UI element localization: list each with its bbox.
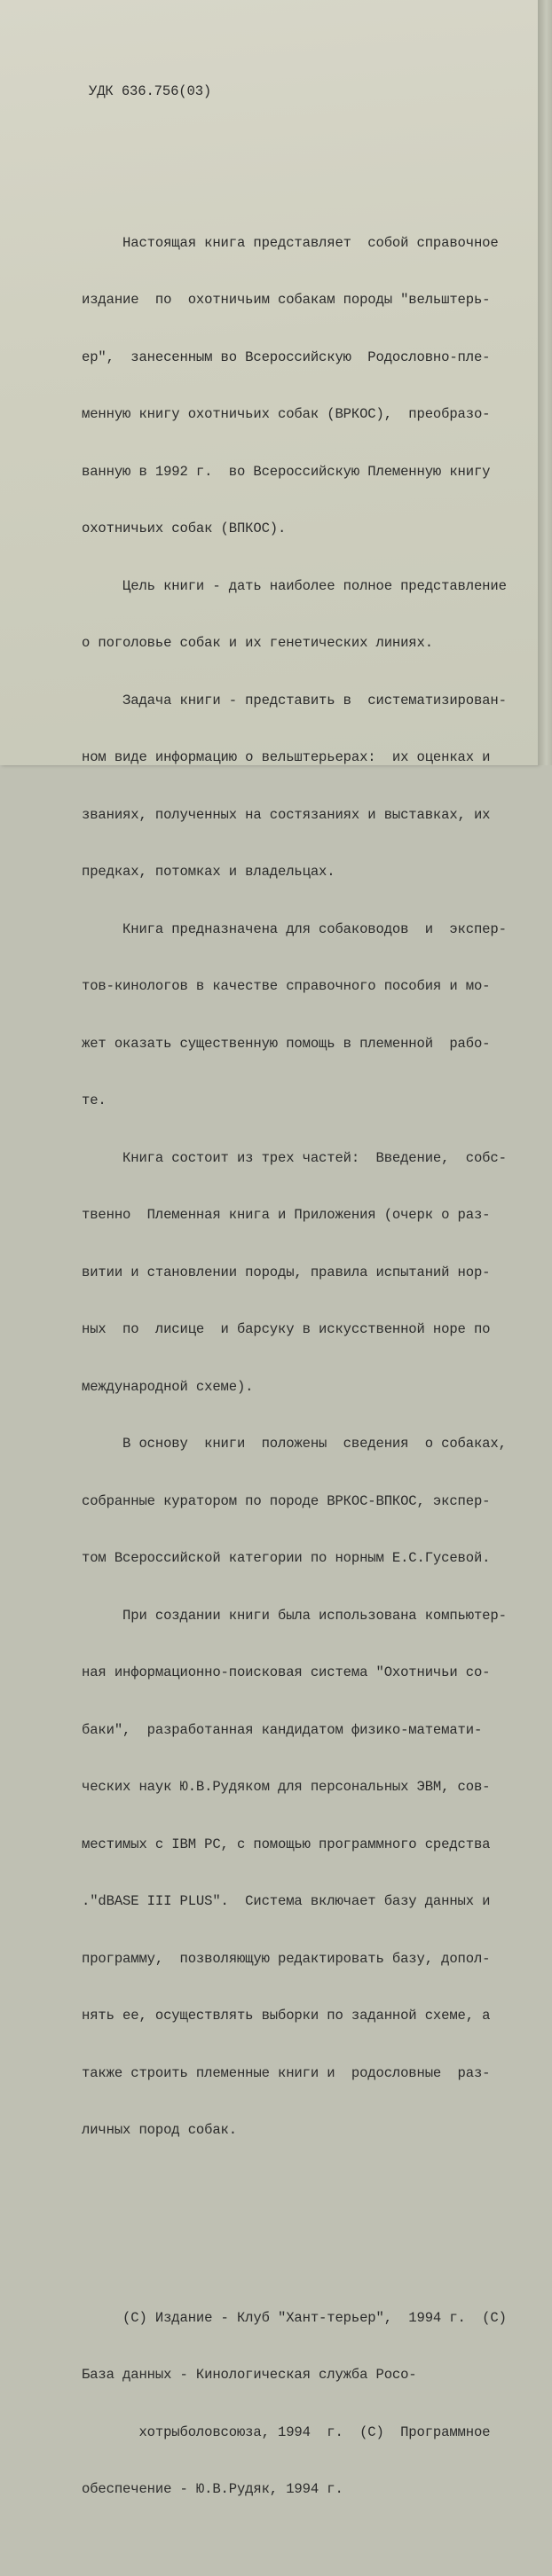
text-line: ер", занесенным во Всероссийскую Родословно-пле- [82, 348, 491, 365]
text-line: Настоящая книга представляет собой справочное [82, 234, 499, 251]
text-line: ных по лисице и барсуку в искусственной норе по [82, 1321, 491, 1337]
text-line: При создании книги была использована компьютер- [82, 1607, 507, 1624]
text-line: ном виде информацию о вельштерьерах: их оценках и [82, 749, 491, 765]
document-text [82, 44, 509, 2576]
text-line: твенно Племенная книга и Приложения (очерк о раз- [82, 1207, 491, 1223]
text-line: ."dBASE III PLUS". Система включает базу данных и [82, 1893, 491, 1909]
text-line: о поголовье собак и их генетических линиях. [82, 635, 433, 651]
text-line: предках, потомках и владельцах. [82, 864, 335, 880]
copyright-line: хотрыболовсоюза, 1994 г. (С) Программное [82, 2423, 491, 2440]
text-line: Задача книги - представить в систематизирован- [82, 692, 507, 709]
text-line: также строить племенные книги и родословные раз- [82, 2064, 491, 2081]
text-line: званиях, полученных на состязаниях и выставках, их [82, 806, 491, 823]
body-text [82, 196, 509, 2179]
text-line: те. [82, 1092, 106, 1108]
text-line: Книга состоит из трех частей: Введение, собс- [82, 1149, 507, 1166]
copyright-line: База данных - Кинологическая служба Росо- [82, 2367, 417, 2383]
copyright-block [82, 2271, 509, 2538]
text-line: жет оказать существенную помощь в племенной рабо- [82, 1035, 491, 1052]
copyright-line: (С) Издание - Клуб "Хант-терьер", 1994 г. (С) [82, 2309, 507, 2326]
text-line: баки", разработанная кандидатом физико-математи- [82, 1721, 483, 1738]
text-line: местимых с IBM PC, с помощью программного средства [82, 1836, 491, 1852]
text-line: Цель книги - дать наиболее полное представление [82, 577, 507, 594]
text-line: витии и становлении породы, правила испытаний нор- [82, 1264, 491, 1280]
text-line: тов-кинологов в качестве справочного пособия и мо- [82, 978, 491, 994]
text-line: программу, позволяющую редактировать базу, допол- [82, 1950, 491, 1967]
text-line: том Всероссийской категории по норным Е.С.Гусевой. [82, 1550, 491, 1566]
udk-code: УДК 636.756(03) [89, 83, 212, 99]
text-line: В основу книги положены сведения о собаках, [82, 1436, 507, 1452]
page-edge [538, 0, 552, 765]
text-line: охотничьих собак (ВПКОС). [82, 521, 287, 536]
text-line: собранные куратором по породе ВРКОС-ВПКОС, экспер- [82, 1492, 491, 1509]
text-line: ческих наук Ю.В.Рудяком для персональных ЭВМ, сов- [82, 1779, 491, 1795]
text-line: Книга предназначена для собаководов и экспер- [82, 920, 507, 937]
text-line: издание по охотничьим собакам породы "вельштерь- [82, 292, 491, 308]
text-line: международной схеме). [82, 1378, 254, 1395]
spacer [82, 140, 509, 158]
text-line: менную книгу охотничьих собак (ВРКОС), преобразо- [82, 406, 491, 422]
text-line: ная информационно-поисковая система "Охотничьи со- [82, 1664, 491, 1680]
text-line: нять ее, осуществлять выборки по заданной схеме, а [82, 2008, 491, 2024]
text-line: ванную в 1992 г. во Всероссийскую Племенную книгу [82, 463, 491, 480]
text-line: личных пород собак. [82, 2122, 237, 2138]
copyright-line: обеспечение - Ю.В.Рудяк, 1994 г. [82, 2481, 343, 2497]
spacer [82, 2217, 509, 2233]
